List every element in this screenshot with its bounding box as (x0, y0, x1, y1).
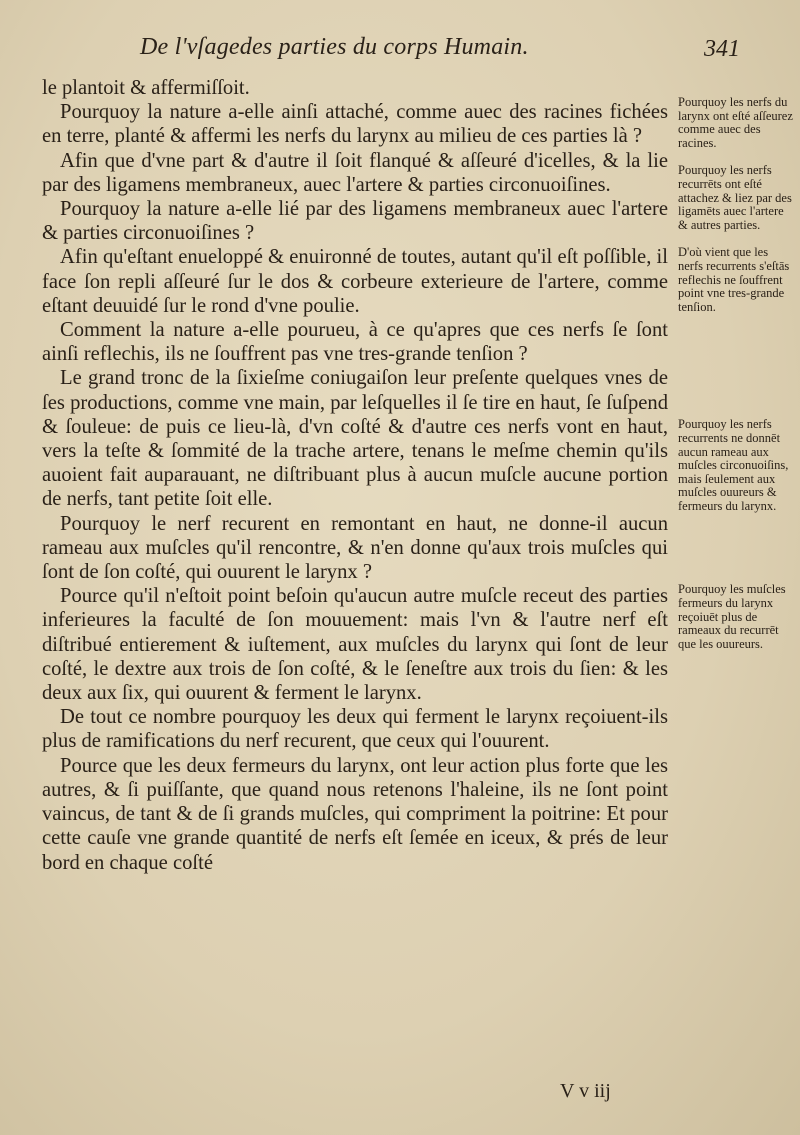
paragraph: Pource que les deux fermeurs du larynx, ont leur action plus forte que les autres, & ſi puiſſante, que quand nous retenons l'haleine, ils ne ſont point vaincus, de tant & de ſi grands muſcles, qui compriment la poitrine: Et pour cette cauſe vne grande quantité de nerfs eſt ſemée en iceux, & prés de leur bord en chaque coſté (42, 754, 668, 874)
page-header (140, 30, 740, 70)
running-title: De l'vſagedes parties du corps Humain. (140, 34, 529, 60)
signature-mark: V v iij (560, 1080, 611, 1102)
margin-note: D'où vient que les nerfs recurrents s'eſtās reflechis ne ſouffrent point vne tres-grande tenſion. (678, 245, 790, 314)
paragraph: Afin qu'eſtant enueloppé & enuironné de toutes, autant qu'il eſt poſſible, il face ſon repli aſſeuré ſur le dos & corbeure exterieure de l'artere, comme eſtant deuuidé ſur le rond d'vne poulie. (42, 246, 668, 317)
margin-note: Pourquoy les nerfs recurrēts ont eſté attachez & liez par des ligamēts auec l'artere & autres parties. (678, 163, 792, 232)
margin-note: Pourquoy les muſcles fermeurs du larynx reçoiuēt plus de rameaux du recurrēt que les ouureurs. (678, 582, 786, 651)
paragraph: De tout ce nombre pourquoy les deux qui ferment le larynx reçoiuent-ils plus de ramifications du nerf recurent, que ceux qui l'ouurent. (42, 706, 668, 753)
paragraph: Afin que d'vne part & d'autre il ſoit flanqué & aſſeuré d'icelles, & la lie par des ligamens membraneux, auec l'artere & parties circonuoiſines. (42, 149, 668, 196)
paragraph: Comment la nature a-elle pourueu, à ce qu'apres que ces nerfs ſe ſont ainſi reflechis, ils ne ſouffrent pas vne tres-grande tenſion ? (42, 319, 668, 366)
paragraph: Le grand tronc de la ſixieſme coniugaiſon leur preſente quelques vnes de ſes productions, comme vne main, par leſquelles il ſe tire en haut, ſe ſuſpend & ſouleue: de puis ce lieu-là, d'vn coſté & d'autre ces nerfs vont en haut, vers la teſte & ſommité de la trache artere, tenans le meſme chemin qu'ils auoient fait auparauant, ne diſtribuant plus à aucun muſcle aucune portion de nerfs, tant petite ſoit elle. (42, 367, 668, 511)
margin-notes (678, 96, 794, 665)
margin-note: Pourquoy les nerfs recurrents ne donnēt aucun rameau aux muſcles circonuoiſins, mais ſeulement aux muſcles ouureurs & fermeurs du larynx. (678, 417, 789, 513)
page-number: 341 (704, 36, 740, 62)
margin-note: Pourquoy les nerfs du larynx ont eſté aſſeurez comme auec des racines. (678, 95, 793, 150)
paragraph: Pourquoy la nature a-elle lié par des ligamens membraneux auec l'artere & parties circonuoiſines ? (42, 198, 668, 245)
paragraph: Pourquoy la nature a-elle ainſi attaché, comme auec des racines fichées en terre, planté & affermi les nerfs du larynx au milieu de ces parties là ? (42, 101, 668, 148)
paragraph: Pourquoy le nerf recurent en remontant en haut, ne donne-il aucun rameau aux muſcles qu'il rencontre, & n'en donne qu'aux trois muſcles qui ſont de ſon coſté, qui ouurent le larynx ? (42, 512, 668, 584)
paragraph: le plantoit & affermiſſoit. (42, 77, 250, 99)
paragraph: Pource qu'il n'eſtoit point beſoin qu'aucun autre muſcle receut des parties inferieures la faculté de ſon mouuement: mais l'vn & l'autre nerf eſt diſtribué entierement & iuſtement, aux muſcles du larynx qui ſont de leur coſté, le dextre aux trois de ſon coſté, & le ſeneſtre aux trois du ſien: & les deux aux ſix, qui ouurent & ferment le larynx. (42, 585, 668, 705)
main-text (42, 76, 668, 875)
